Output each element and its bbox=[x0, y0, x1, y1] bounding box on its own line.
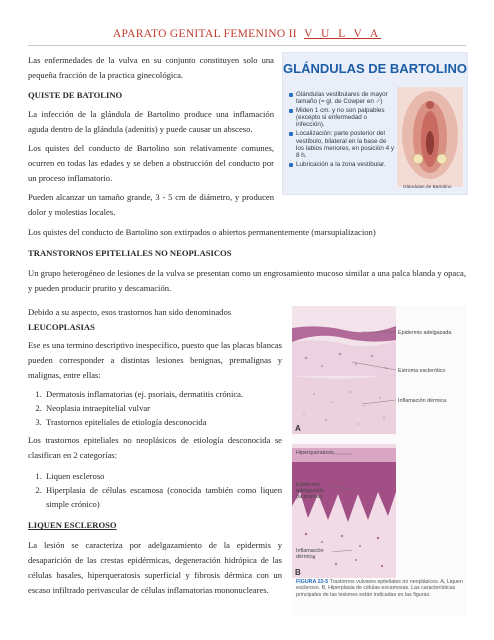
quiste-paragraph-1: La infección de la glándula de Bartolino produce una inflamación aguda dentro de la glándula (adenitis) y puede causar un absceso. bbox=[28, 109, 274, 134]
quiste-paragraph-3: Pueden alcanzar un tamaño grande, 3 - 5 cm de diámetro, y producen dolor y molestias locales. bbox=[28, 192, 274, 217]
title-divider bbox=[28, 45, 466, 46]
label-estroma-esclerotico: Estroma esclerótico bbox=[398, 368, 446, 374]
label-epidermis-adelgazada-a: Epidermis adelgazada bbox=[398, 330, 452, 336]
termino-paragraph: Ese es una termino descriptivo inespecífico, puesto que las placas blancas pueden corresponder a distintas lesiones benignas, premalignas y malignas, entre ellas: bbox=[28, 340, 282, 380]
trastornos-paragraph: Un grupo heterogéneo de lesiones de la vulva se presentan como un engrosamiento mucoso similar a una palca blanda y opaca, y pueden producir prurito y descamación. bbox=[28, 268, 466, 293]
label-inflamacion-dermica-b: Inflamación dérmica bbox=[296, 548, 324, 560]
panel-b-letter: B bbox=[295, 568, 301, 577]
page-title bbox=[0, 28, 494, 40]
bartolino-bullet: Localización: parte posterior del vestíbulo, bilateral en la base de los labios menores, en posición 4 y 8 h. bbox=[289, 130, 395, 158]
list-item: 2. Neoplasia intraepitelial vulvar bbox=[44, 401, 282, 415]
title-main: APARATO GENITAL FEMENINO II bbox=[112, 28, 297, 40]
quiste-heading: QUISTE DE BATOLINO bbox=[28, 90, 123, 100]
lesions-list bbox=[28, 387, 282, 429]
label-epidermis-adelgazada-b: Epidermis adelgazada (acantosis) bbox=[296, 482, 324, 500]
intro-paragraph: Las enfermedades de la vulva en su conjunto constituyen solo una pequeña fracción de la practica ginecológica. bbox=[28, 55, 274, 80]
label-hiperqueratosis: Hiperqueratosis bbox=[296, 450, 334, 456]
quiste-paragraph-4: Los quistes del conducto de Bartolino son extirpados o abiertos permanentemente (marsupializacion) bbox=[28, 227, 376, 237]
histology-caption-text: Trastornos vulvares epiteliales no neoplásicos. A, Liquen escleroso. B, Hiperplasia de células escamosas. Las características principales de las lesiones están indicadas en las figuras. bbox=[296, 579, 463, 598]
bartolino-figure-title: GLÁNDULAS DE BARTOLINO bbox=[283, 61, 467, 76]
list-item: 2. Hiperplasia de células escamosa (conocida también como liquen simple crónico) bbox=[44, 483, 282, 511]
histology-caption bbox=[296, 579, 466, 598]
list-item: 1. Dermatosis inflamatorias (ej. psoriais, dermatitis crónica. bbox=[44, 387, 282, 401]
title-vulva: V U L V A bbox=[304, 28, 382, 40]
etiologia-paragraph: Los trastornos epiteliales no neoplásicos de etiología desconocida se clasifican en 2 categorías: bbox=[28, 435, 282, 460]
trastornos-heading: TRANSTORNOS EPITELIALES NO NEOPLASICOS bbox=[28, 248, 232, 258]
anatomy-illustration bbox=[397, 87, 463, 187]
bartolino-figure-caption: Glándulas de Bartolino bbox=[403, 185, 452, 190]
list-item: 3. Trastornos epiteliales de etiología desconocida bbox=[44, 415, 282, 429]
liquen-heading: LIQUEN ESCLEROSO bbox=[28, 520, 117, 530]
label-inflamacion-dermica-a: Inflamación dérmica bbox=[398, 398, 447, 404]
bartolino-bullet: Lubricación a la zona vestibular. bbox=[289, 161, 395, 168]
bartolino-bullet: Glándulas vestibulares de mayor tamaño (= gl. de Cowper en ♂) bbox=[289, 91, 395, 105]
categories-list bbox=[28, 469, 282, 511]
histology-figure bbox=[292, 306, 466, 616]
leucoplasias-heading: LEUCOPLASIAS bbox=[28, 322, 95, 332]
bartolino-bullet: Miden 1 cm. y no son palpables (excepto si enfermedad o infección). bbox=[289, 107, 395, 128]
bartolino-figure bbox=[282, 52, 468, 195]
histology-images bbox=[292, 306, 466, 616]
quiste-paragraph-2: Los quistes del conducto de Bartolino son relativamente comunes, ocurren en todas las edades y se deben a obstrucción del conducto por un proceso inflamatorio. bbox=[28, 143, 274, 183]
list-item: 1. Liquen escleroso bbox=[44, 469, 282, 483]
histology-caption-label: FIGURA 22-5 bbox=[296, 579, 329, 585]
liquen-paragraph: La lesión se caracteriza por adelgazamiento de la epidermis y desaparición de las crestas epidérmicas, degeneración hidrópica de las células basales, hiperqueratosis superficial y fibrosis dérmica con un escaso infiltrado perivascular de células inflamatorias mononucleares. bbox=[28, 540, 282, 595]
panel-a-letter: A bbox=[295, 424, 301, 433]
bartolino-bullet-list bbox=[289, 91, 395, 170]
leucoplasias-intro: Debido a su aspecto, esos trastornos han sido denominados bbox=[28, 307, 232, 317]
